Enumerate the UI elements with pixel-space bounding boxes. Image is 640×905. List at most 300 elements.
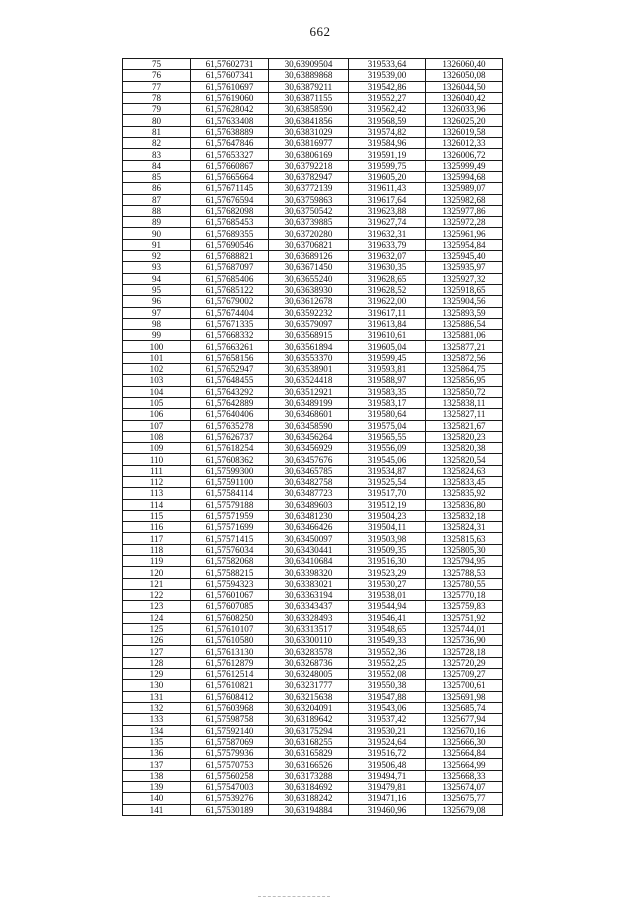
table-row bbox=[123, 612, 503, 623]
latitude-cell: 61,57560258 bbox=[191, 770, 269, 781]
table-row bbox=[123, 397, 503, 408]
table-row bbox=[123, 804, 503, 815]
x-coordinate-cell: 319537,42 bbox=[349, 714, 426, 725]
table-row bbox=[123, 443, 503, 454]
latitude-cell: 61,57612514 bbox=[191, 669, 269, 680]
x-coordinate-cell: 319479,81 bbox=[349, 782, 426, 793]
point-number-cell: 110 bbox=[123, 454, 191, 465]
point-number-cell: 117 bbox=[123, 533, 191, 544]
table-row bbox=[123, 217, 503, 228]
latitude-cell: 61,57685406 bbox=[191, 273, 269, 284]
x-coordinate-cell: 319506,48 bbox=[349, 759, 426, 770]
table-row bbox=[123, 296, 503, 307]
y-coordinate-cell: 1325685,74 bbox=[426, 702, 503, 713]
x-coordinate-cell: 319617,11 bbox=[349, 307, 426, 318]
y-coordinate-cell: 1326025,20 bbox=[426, 115, 503, 126]
longitude-cell: 30,63489199 bbox=[269, 397, 349, 408]
y-coordinate-cell: 1325820,54 bbox=[426, 454, 503, 465]
latitude-cell: 61,57665664 bbox=[191, 171, 269, 182]
table-row bbox=[123, 646, 503, 657]
x-coordinate-cell: 319552,25 bbox=[349, 657, 426, 668]
table-row bbox=[123, 793, 503, 804]
longitude-cell: 30,63188242 bbox=[269, 793, 349, 804]
latitude-cell: 61,57603968 bbox=[191, 702, 269, 713]
point-number-cell: 138 bbox=[123, 770, 191, 781]
latitude-cell: 61,57635278 bbox=[191, 420, 269, 431]
x-coordinate-cell: 319471,16 bbox=[349, 793, 426, 804]
point-number-cell: 100 bbox=[123, 341, 191, 352]
point-number-cell: 106 bbox=[123, 409, 191, 420]
y-coordinate-cell: 1325820,23 bbox=[426, 431, 503, 442]
x-coordinate-cell: 319565,55 bbox=[349, 431, 426, 442]
point-number-cell: 91 bbox=[123, 239, 191, 250]
table-row bbox=[123, 567, 503, 578]
latitude-cell: 61,57610697 bbox=[191, 81, 269, 92]
x-coordinate-cell: 319580,64 bbox=[349, 409, 426, 420]
longitude-cell: 30,63466426 bbox=[269, 522, 349, 533]
point-number-cell: 84 bbox=[123, 160, 191, 171]
table-row bbox=[123, 92, 503, 103]
latitude-cell: 61,57610821 bbox=[191, 680, 269, 691]
table-row bbox=[123, 171, 503, 182]
x-coordinate-cell: 319574,82 bbox=[349, 126, 426, 137]
y-coordinate-cell: 1325918,65 bbox=[426, 284, 503, 295]
table-row bbox=[123, 81, 503, 92]
y-coordinate-cell: 1325881,06 bbox=[426, 330, 503, 341]
longitude-cell: 30,63410684 bbox=[269, 556, 349, 567]
table-row bbox=[123, 623, 503, 634]
table-row bbox=[123, 284, 503, 295]
latitude-cell: 61,57640406 bbox=[191, 409, 269, 420]
x-coordinate-cell: 319549,33 bbox=[349, 635, 426, 646]
longitude-cell: 30,63739885 bbox=[269, 217, 349, 228]
table-row bbox=[123, 126, 503, 137]
x-coordinate-cell: 319622,00 bbox=[349, 296, 426, 307]
latitude-cell: 61,57689355 bbox=[191, 228, 269, 239]
latitude-cell: 61,57671145 bbox=[191, 183, 269, 194]
y-coordinate-cell: 1325770,18 bbox=[426, 589, 503, 600]
point-number-cell: 111 bbox=[123, 465, 191, 476]
latitude-cell: 61,57608362 bbox=[191, 454, 269, 465]
y-coordinate-cell: 1325691,98 bbox=[426, 691, 503, 702]
x-coordinate-cell: 319523,29 bbox=[349, 567, 426, 578]
table-row bbox=[123, 205, 503, 216]
longitude-cell: 30,63489603 bbox=[269, 499, 349, 510]
y-coordinate-cell: 1325674,07 bbox=[426, 782, 503, 793]
y-coordinate-cell: 1325954,84 bbox=[426, 239, 503, 250]
table-row bbox=[123, 262, 503, 273]
y-coordinate-cell: 1325677,94 bbox=[426, 714, 503, 725]
x-coordinate-cell: 319627,74 bbox=[349, 217, 426, 228]
y-coordinate-cell: 1325670,16 bbox=[426, 725, 503, 736]
point-number-cell: 134 bbox=[123, 725, 191, 736]
x-coordinate-cell: 319628,52 bbox=[349, 284, 426, 295]
y-coordinate-cell: 1325805,30 bbox=[426, 544, 503, 555]
table-row bbox=[123, 160, 503, 171]
point-number-cell: 123 bbox=[123, 601, 191, 612]
point-number-cell: 121 bbox=[123, 578, 191, 589]
x-coordinate-cell: 319593,81 bbox=[349, 364, 426, 375]
latitude-cell: 61,57571415 bbox=[191, 533, 269, 544]
table-row bbox=[123, 228, 503, 239]
latitude-cell: 61,57674404 bbox=[191, 307, 269, 318]
page-number: 662 bbox=[309, 24, 331, 39]
longitude-cell: 30,63363194 bbox=[269, 589, 349, 600]
table-row bbox=[123, 330, 503, 341]
latitude-cell: 61,57610580 bbox=[191, 635, 269, 646]
y-coordinate-cell: 1325709,27 bbox=[426, 669, 503, 680]
longitude-cell: 30,63184692 bbox=[269, 782, 349, 793]
point-number-cell: 115 bbox=[123, 510, 191, 521]
table-row bbox=[123, 725, 503, 736]
point-number-cell: 137 bbox=[123, 759, 191, 770]
point-number-cell: 122 bbox=[123, 589, 191, 600]
point-number-cell: 93 bbox=[123, 262, 191, 273]
x-coordinate-cell: 319534,87 bbox=[349, 465, 426, 476]
x-coordinate-cell: 319517,70 bbox=[349, 488, 426, 499]
x-coordinate-cell: 319542,86 bbox=[349, 81, 426, 92]
longitude-cell: 30,63689126 bbox=[269, 251, 349, 262]
point-number-cell: 108 bbox=[123, 431, 191, 442]
longitude-cell: 30,63204091 bbox=[269, 702, 349, 713]
longitude-cell: 30,63175294 bbox=[269, 725, 349, 736]
latitude-cell: 61,57571699 bbox=[191, 522, 269, 533]
latitude-cell: 61,57676594 bbox=[191, 194, 269, 205]
table-row bbox=[123, 59, 503, 70]
longitude-cell: 30,63524418 bbox=[269, 375, 349, 386]
y-coordinate-cell: 1325994,68 bbox=[426, 171, 503, 182]
point-number-cell: 99 bbox=[123, 330, 191, 341]
table-row bbox=[123, 680, 503, 691]
x-coordinate-cell: 319545,06 bbox=[349, 454, 426, 465]
latitude-cell: 61,57547003 bbox=[191, 782, 269, 793]
latitude-cell: 61,57530189 bbox=[191, 804, 269, 815]
point-number-cell: 96 bbox=[123, 296, 191, 307]
longitude-cell: 30,63456264 bbox=[269, 431, 349, 442]
latitude-cell: 61,57628042 bbox=[191, 104, 269, 115]
latitude-cell: 61,57642889 bbox=[191, 397, 269, 408]
latitude-cell: 61,57671335 bbox=[191, 318, 269, 329]
x-coordinate-cell: 319584,96 bbox=[349, 138, 426, 149]
table-row bbox=[123, 782, 503, 793]
table-row bbox=[123, 454, 503, 465]
point-number-cell: 107 bbox=[123, 420, 191, 431]
longitude-cell: 30,63268736 bbox=[269, 657, 349, 668]
longitude-cell: 30,63231777 bbox=[269, 680, 349, 691]
point-number-cell: 94 bbox=[123, 273, 191, 284]
table-row bbox=[123, 431, 503, 442]
latitude-cell: 61,57587069 bbox=[191, 736, 269, 747]
longitude-cell: 30,63782947 bbox=[269, 171, 349, 182]
table-row bbox=[123, 375, 503, 386]
point-number-cell: 129 bbox=[123, 669, 191, 680]
table-row bbox=[123, 138, 503, 149]
y-coordinate-cell: 1325736,90 bbox=[426, 635, 503, 646]
point-number-cell: 75 bbox=[123, 59, 191, 70]
point-number-cell: 141 bbox=[123, 804, 191, 815]
point-number-cell: 105 bbox=[123, 397, 191, 408]
table-row bbox=[123, 578, 503, 589]
x-coordinate-cell: 319494,71 bbox=[349, 770, 426, 781]
x-coordinate-cell: 319533,64 bbox=[349, 59, 426, 70]
y-coordinate-cell: 1325877,21 bbox=[426, 341, 503, 352]
point-number-cell: 85 bbox=[123, 171, 191, 182]
y-coordinate-cell: 1326012,33 bbox=[426, 138, 503, 149]
longitude-cell: 30,63343437 bbox=[269, 601, 349, 612]
longitude-cell: 30,63465785 bbox=[269, 465, 349, 476]
y-coordinate-cell: 1325744,01 bbox=[426, 623, 503, 634]
latitude-cell: 61,57591100 bbox=[191, 476, 269, 487]
point-number-cell: 97 bbox=[123, 307, 191, 318]
y-coordinate-cell: 1325977,86 bbox=[426, 205, 503, 216]
latitude-cell: 61,57685453 bbox=[191, 217, 269, 228]
table-row bbox=[123, 307, 503, 318]
point-number-cell: 78 bbox=[123, 92, 191, 103]
y-coordinate-cell: 1325838,11 bbox=[426, 397, 503, 408]
x-coordinate-cell: 319552,36 bbox=[349, 646, 426, 657]
y-coordinate-cell: 1325872,56 bbox=[426, 352, 503, 363]
y-coordinate-cell: 1325824,31 bbox=[426, 522, 503, 533]
y-coordinate-cell: 1326033,96 bbox=[426, 104, 503, 115]
point-number-cell: 133 bbox=[123, 714, 191, 725]
longitude-cell: 30,63383021 bbox=[269, 578, 349, 589]
latitude-cell: 61,57607341 bbox=[191, 70, 269, 81]
longitude-cell: 30,63612678 bbox=[269, 296, 349, 307]
y-coordinate-cell: 1325832,18 bbox=[426, 510, 503, 521]
latitude-cell: 61,57687097 bbox=[191, 262, 269, 273]
point-number-cell: 131 bbox=[123, 691, 191, 702]
latitude-cell: 61,57608250 bbox=[191, 612, 269, 623]
longitude-cell: 30,63398320 bbox=[269, 567, 349, 578]
latitude-cell: 61,57601067 bbox=[191, 589, 269, 600]
x-coordinate-cell: 319623,88 bbox=[349, 205, 426, 216]
x-coordinate-cell: 319599,75 bbox=[349, 160, 426, 171]
point-number-cell: 88 bbox=[123, 205, 191, 216]
page-bottom-mark bbox=[258, 896, 330, 897]
y-coordinate-cell: 1325886,54 bbox=[426, 318, 503, 329]
latitude-cell: 61,57685122 bbox=[191, 284, 269, 295]
longitude-cell: 30,63831029 bbox=[269, 126, 349, 137]
latitude-cell: 61,57643292 bbox=[191, 386, 269, 397]
table-row bbox=[123, 522, 503, 533]
point-number-cell: 124 bbox=[123, 612, 191, 623]
longitude-cell: 30,63468601 bbox=[269, 409, 349, 420]
y-coordinate-cell: 1325664,99 bbox=[426, 759, 503, 770]
x-coordinate-cell: 319575,04 bbox=[349, 420, 426, 431]
y-coordinate-cell: 1325972,28 bbox=[426, 217, 503, 228]
latitude-cell: 61,57607085 bbox=[191, 601, 269, 612]
latitude-cell: 61,57619060 bbox=[191, 92, 269, 103]
latitude-cell: 61,57579936 bbox=[191, 748, 269, 759]
longitude-cell: 30,63512921 bbox=[269, 386, 349, 397]
longitude-cell: 30,63328493 bbox=[269, 612, 349, 623]
x-coordinate-cell: 319605,04 bbox=[349, 341, 426, 352]
point-number-cell: 86 bbox=[123, 183, 191, 194]
latitude-cell: 61,57658156 bbox=[191, 352, 269, 363]
y-coordinate-cell: 1325999,49 bbox=[426, 160, 503, 171]
latitude-cell: 61,57647846 bbox=[191, 138, 269, 149]
table-row bbox=[123, 420, 503, 431]
x-coordinate-cell: 319538,01 bbox=[349, 589, 426, 600]
point-number-cell: 114 bbox=[123, 499, 191, 510]
y-coordinate-cell: 1325664,84 bbox=[426, 748, 503, 759]
y-coordinate-cell: 1326040,42 bbox=[426, 92, 503, 103]
y-coordinate-cell: 1325666,30 bbox=[426, 736, 503, 747]
point-number-cell: 127 bbox=[123, 646, 191, 657]
latitude-cell: 61,57579188 bbox=[191, 499, 269, 510]
y-coordinate-cell: 1325821,67 bbox=[426, 420, 503, 431]
x-coordinate-cell: 319547,88 bbox=[349, 691, 426, 702]
longitude-cell: 30,63481230 bbox=[269, 510, 349, 521]
longitude-cell: 30,63313517 bbox=[269, 623, 349, 634]
x-coordinate-cell: 319550,38 bbox=[349, 680, 426, 691]
longitude-cell: 30,63759863 bbox=[269, 194, 349, 205]
point-number-cell: 118 bbox=[123, 544, 191, 555]
longitude-cell: 30,63194884 bbox=[269, 804, 349, 815]
x-coordinate-cell: 319516,72 bbox=[349, 748, 426, 759]
table-row bbox=[123, 510, 503, 521]
y-coordinate-cell: 1325759,83 bbox=[426, 601, 503, 612]
x-coordinate-cell: 319562,42 bbox=[349, 104, 426, 115]
table-row bbox=[123, 239, 503, 250]
latitude-cell: 61,57648455 bbox=[191, 375, 269, 386]
x-coordinate-cell: 319617,64 bbox=[349, 194, 426, 205]
longitude-cell: 30,63561894 bbox=[269, 341, 349, 352]
latitude-cell: 61,57653327 bbox=[191, 149, 269, 160]
latitude-cell: 61,57613130 bbox=[191, 646, 269, 657]
y-coordinate-cell: 1325982,68 bbox=[426, 194, 503, 205]
table-row bbox=[123, 657, 503, 668]
y-coordinate-cell: 1325728,18 bbox=[426, 646, 503, 657]
longitude-cell: 30,63871155 bbox=[269, 92, 349, 103]
y-coordinate-cell: 1325893,59 bbox=[426, 307, 503, 318]
longitude-cell: 30,63482758 bbox=[269, 476, 349, 487]
latitude-cell: 61,57682098 bbox=[191, 205, 269, 216]
latitude-cell: 61,57652947 bbox=[191, 364, 269, 375]
table-row bbox=[123, 748, 503, 759]
point-number-cell: 90 bbox=[123, 228, 191, 239]
point-number-cell: 135 bbox=[123, 736, 191, 747]
longitude-cell: 30,63300110 bbox=[269, 635, 349, 646]
x-coordinate-cell: 319632,07 bbox=[349, 251, 426, 262]
table-row bbox=[123, 70, 503, 81]
point-number-cell: 125 bbox=[123, 623, 191, 634]
table-row bbox=[123, 476, 503, 487]
latitude-cell: 61,57599300 bbox=[191, 465, 269, 476]
table-row bbox=[123, 736, 503, 747]
table-row bbox=[123, 273, 503, 284]
table-row bbox=[123, 318, 503, 329]
x-coordinate-cell: 319611,43 bbox=[349, 183, 426, 194]
latitude-cell: 61,57608412 bbox=[191, 691, 269, 702]
table-row bbox=[123, 714, 503, 725]
table-row bbox=[123, 183, 503, 194]
point-number-cell: 92 bbox=[123, 251, 191, 262]
point-number-cell: 139 bbox=[123, 782, 191, 793]
y-coordinate-cell: 1325720,29 bbox=[426, 657, 503, 668]
latitude-cell: 61,57584114 bbox=[191, 488, 269, 499]
y-coordinate-cell: 1326019,58 bbox=[426, 126, 503, 137]
x-coordinate-cell: 319504,23 bbox=[349, 510, 426, 521]
point-number-cell: 89 bbox=[123, 217, 191, 228]
table-row bbox=[123, 759, 503, 770]
x-coordinate-cell: 319552,27 bbox=[349, 92, 426, 103]
y-coordinate-cell: 1325668,33 bbox=[426, 770, 503, 781]
latitude-cell: 61,57539276 bbox=[191, 793, 269, 804]
point-number-cell: 80 bbox=[123, 115, 191, 126]
y-coordinate-cell: 1325820,38 bbox=[426, 443, 503, 454]
point-number-cell: 83 bbox=[123, 149, 191, 160]
latitude-cell: 61,57618254 bbox=[191, 443, 269, 454]
longitude-cell: 30,63173288 bbox=[269, 770, 349, 781]
table-row bbox=[123, 465, 503, 476]
point-number-cell: 126 bbox=[123, 635, 191, 646]
y-coordinate-cell: 1325827,11 bbox=[426, 409, 503, 420]
table-row bbox=[123, 251, 503, 262]
latitude-cell: 61,57690546 bbox=[191, 239, 269, 250]
y-coordinate-cell: 1325945,40 bbox=[426, 251, 503, 262]
latitude-cell: 61,57668332 bbox=[191, 330, 269, 341]
x-coordinate-cell: 319539,00 bbox=[349, 70, 426, 81]
longitude-cell: 30,63168255 bbox=[269, 736, 349, 747]
longitude-cell: 30,63166526 bbox=[269, 759, 349, 770]
table-row bbox=[123, 341, 503, 352]
y-coordinate-cell: 1326006,72 bbox=[426, 149, 503, 160]
point-number-cell: 128 bbox=[123, 657, 191, 668]
point-number-cell: 119 bbox=[123, 556, 191, 567]
y-coordinate-cell: 1325833,45 bbox=[426, 476, 503, 487]
x-coordinate-cell: 319543,06 bbox=[349, 702, 426, 713]
table-row bbox=[123, 194, 503, 205]
longitude-cell: 30,63792218 bbox=[269, 160, 349, 171]
y-coordinate-cell: 1325935,97 bbox=[426, 262, 503, 273]
point-number-cell: 102 bbox=[123, 364, 191, 375]
point-number-cell: 101 bbox=[123, 352, 191, 363]
table-row bbox=[123, 488, 503, 499]
x-coordinate-cell: 319552,08 bbox=[349, 669, 426, 680]
latitude-cell: 61,57660867 bbox=[191, 160, 269, 171]
point-number-cell: 116 bbox=[123, 522, 191, 533]
longitude-cell: 30,63909504 bbox=[269, 59, 349, 70]
x-coordinate-cell: 319512,19 bbox=[349, 499, 426, 510]
table-row bbox=[123, 589, 503, 600]
longitude-cell: 30,63592232 bbox=[269, 307, 349, 318]
y-coordinate-cell: 1325835,92 bbox=[426, 488, 503, 499]
latitude-cell: 61,57626737 bbox=[191, 431, 269, 442]
x-coordinate-cell: 319583,17 bbox=[349, 397, 426, 408]
longitude-cell: 30,63879211 bbox=[269, 81, 349, 92]
x-coordinate-cell: 319632,31 bbox=[349, 228, 426, 239]
x-coordinate-cell: 319530,27 bbox=[349, 578, 426, 589]
x-coordinate-cell: 319605,20 bbox=[349, 171, 426, 182]
point-number-cell: 79 bbox=[123, 104, 191, 115]
point-number-cell: 140 bbox=[123, 793, 191, 804]
latitude-cell: 61,57633408 bbox=[191, 115, 269, 126]
y-coordinate-cell: 1325961,96 bbox=[426, 228, 503, 239]
x-coordinate-cell: 319630,35 bbox=[349, 262, 426, 273]
point-number-cell: 130 bbox=[123, 680, 191, 691]
table-row bbox=[123, 556, 503, 567]
point-number-cell: 103 bbox=[123, 375, 191, 386]
x-coordinate-cell: 319583,35 bbox=[349, 386, 426, 397]
latitude-cell: 61,57602731 bbox=[191, 59, 269, 70]
x-coordinate-cell: 319516,30 bbox=[349, 556, 426, 567]
longitude-cell: 30,63655240 bbox=[269, 273, 349, 284]
y-coordinate-cell: 1325856,95 bbox=[426, 375, 503, 386]
y-coordinate-cell: 1325850,72 bbox=[426, 386, 503, 397]
latitude-cell: 61,57582068 bbox=[191, 556, 269, 567]
table-row bbox=[123, 691, 503, 702]
